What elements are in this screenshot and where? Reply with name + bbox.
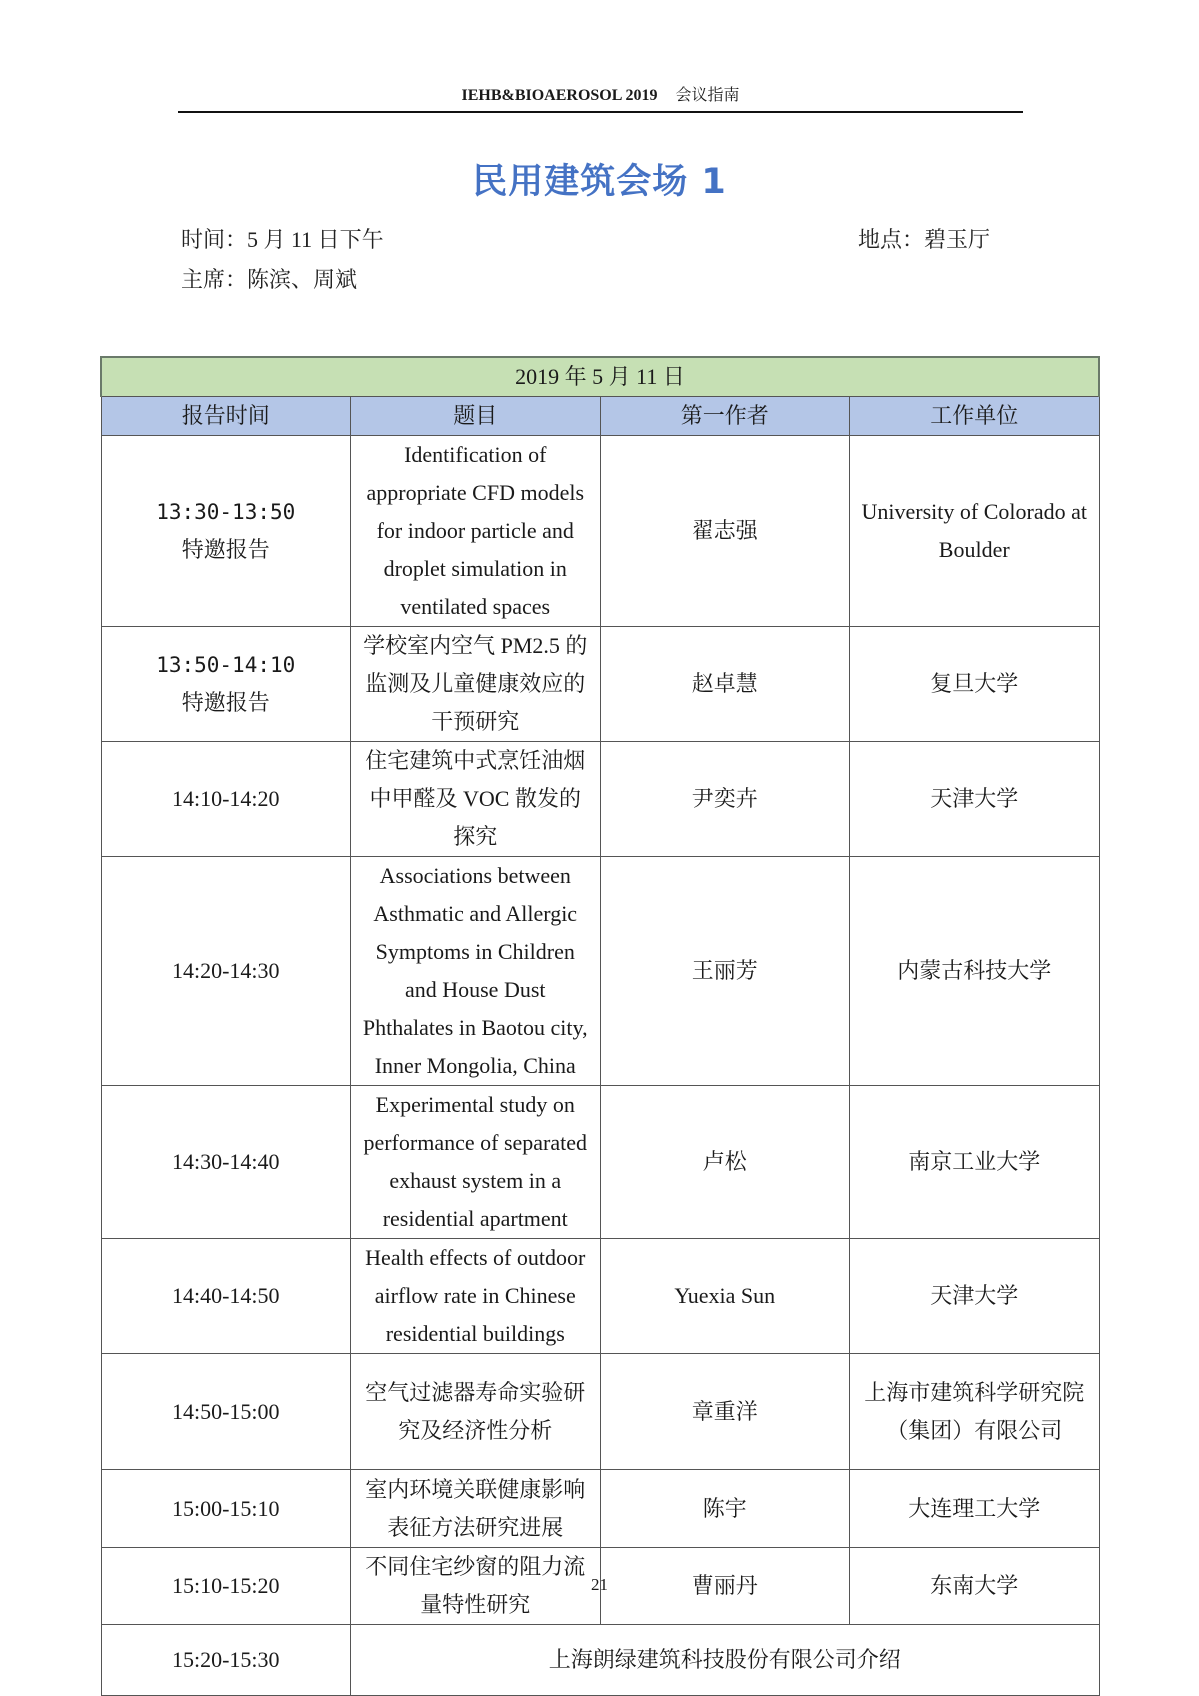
affiliation-cell: University of Colorado at Boulder <box>850 436 1100 627</box>
guide-label: 会议指南 <box>675 87 740 104</box>
schedule-date: 2019 年 5 月 11 日 <box>101 357 1099 397</box>
schedule-table <box>100 356 1100 1696</box>
author-cell: 曹丽丹 <box>600 1548 850 1625</box>
title-cell: 学校室内空气 PM2.5 的监测及儿童健康效应的干预研究 <box>351 627 601 742</box>
invited-note: 特邀报告 <box>181 537 270 562</box>
column-header-author: 第一作者 <box>600 397 850 436</box>
table-row <box>101 1470 1099 1548</box>
author-cell: 王丽芳 <box>600 857 850 1086</box>
author-cell: 章重洋 <box>600 1354 850 1470</box>
header-row <box>101 397 1099 436</box>
table-row <box>101 1239 1099 1354</box>
conference-name: IEHB&BIOAEROSOL 2019 <box>461 87 658 104</box>
table-row <box>101 436 1099 627</box>
affiliation-cell: 南京工业大学 <box>850 1086 1100 1239</box>
session-chairs: 主席：陈滨、周斌 <box>181 267 358 292</box>
title-cell: 不同住宅纱窗的阻力流量特性研究 <box>351 1548 601 1625</box>
affiliation-cell: 天津大学 <box>850 1239 1100 1354</box>
table-row-sponsor <box>101 1625 1099 1696</box>
author-cell: 卢松 <box>600 1086 850 1239</box>
date-row <box>101 357 1099 397</box>
affiliation-cell: 上海市建筑科学研究院（集团）有限公司 <box>850 1354 1100 1470</box>
time-cell: 15:00-15:10 <box>101 1470 351 1548</box>
table-row <box>101 1354 1099 1470</box>
time-cell: 14:10-14:20 <box>101 742 351 857</box>
author-cell: 赵卓慧 <box>600 627 850 742</box>
author-cell: 尹奕卉 <box>600 742 850 857</box>
table-row <box>101 1086 1099 1239</box>
sponsor-intro-cell: 上海朗绿建筑科技股份有限公司介绍 <box>351 1625 1100 1696</box>
time-slot: 13:50-14:10 <box>156 653 296 677</box>
invited-note: 特邀报告 <box>181 690 270 715</box>
affiliation-cell: 复旦大学 <box>850 627 1100 742</box>
author-cell: Yuexia Sun <box>600 1239 850 1354</box>
time-slot: 13:30-13:50 <box>156 500 296 524</box>
affiliation-cell: 东南大学 <box>850 1548 1100 1625</box>
session-location: 地点：碧玉厅 <box>858 227 991 252</box>
table-row <box>101 857 1099 1086</box>
time-cell: 14:50-15:00 <box>101 1354 351 1470</box>
time-cell: 14:40-14:50 <box>101 1239 351 1354</box>
title-cell: Health effects of outdoor airflow rate in Chinese residential buildings <box>351 1239 601 1354</box>
time-cell: 15:20-15:30 <box>101 1625 351 1696</box>
time-cell: 15:10-15:20 <box>101 1548 351 1625</box>
title-cell: 空气过滤器寿命实验研究及经济性分析 <box>351 1354 601 1470</box>
time-cell <box>101 436 351 627</box>
author-cell: 翟志强 <box>600 436 850 627</box>
author-cell: 陈宇 <box>600 1470 850 1548</box>
table-row <box>101 627 1099 742</box>
affiliation-cell: 内蒙古科技大学 <box>850 857 1100 1086</box>
page-number: 21 <box>591 1575 608 1594</box>
column-header-time: 报告时间 <box>101 397 351 436</box>
title-cell: 室内环境关联健康影响表征方法研究进展 <box>351 1470 601 1548</box>
time-cell <box>101 627 351 742</box>
title-cell: Identification of appropriate CFD models for indoor particle and droplet simulation in ventilated spaces <box>351 436 601 627</box>
column-header-affiliation: 工作单位 <box>850 397 1100 436</box>
time-cell: 14:20-14:30 <box>101 857 351 1086</box>
affiliation-cell: 天津大学 <box>850 742 1100 857</box>
affiliation-cell: 大连理工大学 <box>850 1470 1100 1548</box>
column-header-title: 题目 <box>351 397 601 436</box>
title-cell: Associations between Asthmatic and Allergic Symptoms in Children and House Dust Phthalates in Baotou city, Inner Mongolia, China <box>351 857 601 1086</box>
title-cell: Experimental study on performance of separated exhaust system in a residential apartment <box>351 1086 601 1239</box>
table-row <box>101 742 1099 857</box>
page-header <box>178 86 1023 113</box>
title-cell: 住宅建筑中式烹饪油烟中甲醛及 VOC 散发的探究 <box>351 742 601 857</box>
session-title: 民用建筑会场 1 <box>472 162 727 202</box>
session-time: 时间：5 月 11 日下午 <box>181 227 384 252</box>
time-cell: 14:30-14:40 <box>101 1086 351 1239</box>
